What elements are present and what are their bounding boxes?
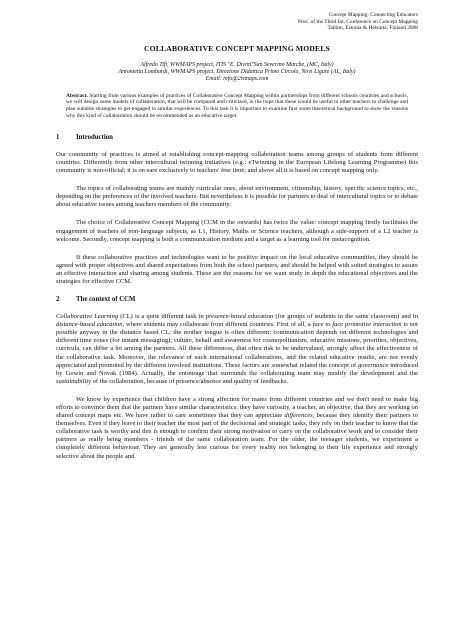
text-run: (CL) is a quite different task in [118,313,206,321]
section-heading [56,296,418,303]
paragraph [56,396,418,461]
header-line: Tallinn, Estonia & Helsinki, Finland 2008 [327,25,418,32]
section-heading [56,134,418,141]
section-number: 2 [56,296,60,304]
paragraph: The topics of collaborating teams are mainly curricular ones, about environment, citizenship, history, specific science topics, etc., depending on the preferences of the involved teachers. But nevertheless it is possible for partners to deal of intercultural topics or to debate about educative issues among teachers members of the community. [56,185,418,209]
paragraph: Our community of practices is aimed at establishing concept-mapping collaboration teams among groups of students from different countries. Differently from other intercultural twinning initiatives (e.g.: eTwinning in the European Lifelong Learning Programme) this community is non-official; it is on eare exclusively to teachers' free time; and above all it is based on concept mapping only. [56,150,418,175]
abstract [66,93,408,120]
section-title: The context of CCM [76,296,136,304]
text-run: , because they identify their partners to themselves. Even if they leave to their teacher the most part of the decisional and strategic tasks, they rely on their teacher to know that the collaborative task is worthy and this is enough to confirm their strong motivation to carry on the collaborative work and to consider their partners as really being members - friends of the same collaboration team. For the older, the teenager students, we experiment a completely different behaviour. They are generally less curious for every reality not belonging to their life experience and strongly selective about the people and [56,412,418,460]
author-line: Antonietta Lombardi, WWMAPS project, Direzione Didattica Primo Circolo, Novi Ligure (AL, Italy) [118,69,356,76]
running-header [56,12,418,32]
emphasized-text: face to face promotive interaction [312,321,402,329]
abstract-label: Abstract. [66,92,88,99]
abstract-text: Starting from various examples of practices of Collaborative Concept Mapping within partnerships from different schools countries and schools, we will design some models of collaboration, that will be compared and criticized, in the hope that these would be useful to other teachers to challenge and plan suitable strategies to get engaged in similar experiences. To this task it is important to examine first some theoretical background to show the reasons why this kind of collaboration should be recommended as an educative target. [66,92,408,120]
text-run: introduced by Gowin and Novak (1984). Actually, the entourage that surrounds the collaborating team may modify the development and the [56,361,418,377]
paper-title: COLLABORATIVE CONCEPT MAPPING MODELS [143,43,331,53]
emphasized-text: sustainability [56,377,92,385]
section-title: Introduction [76,133,113,141]
author-line: Alfredo Tifi, WWMAPS project, ITIS "E. Divini"San Severino Marche, (MC, Italy) [140,61,334,68]
text-run: is not possible anyway in the distance based CL; the mother tongue is often different; communication depends on different technologies and different time zones (for instant messaging); culture, behalf and awareness for cosmopolitanism, educative missions, priorities, objectives, curricula, can differ a lot among the partners. All these differences, that often risk to be undervalued, strongly affect the effectiveness of the collaborative task. Moreover, the relevance of such international collaborations, and the related educative results, are not evenly appreciated and promoted by the different involved institutions. These factors are somewhat related the concept of [56,321,418,369]
header-line: Concept Mapping: Connecting Educators [328,12,418,18]
author-email: Email: info@2wmaps.com [205,76,269,83]
section-number: 1 [56,133,60,141]
header-line: Proc. of the Third Int. Conference on Concept Mapping [298,18,418,25]
emphasized-text: presence-based [205,313,246,321]
text-run: education (for groups of students in the same classroom) and in [245,313,418,321]
text-run: , where students may collaborate from different countries. First of all, a [122,321,313,329]
emphasized-text: Collaborative Learning [56,313,119,321]
text-run: of the collaboration, because of presence/absence and quality of feedbacks. [91,377,289,385]
emphasized-text: governance [358,361,389,369]
paragraph: If these collaborative practices and technologies want to be positive impact on the local educative communities, they should be agreed with proper objectives and shared expectations from both the school partners, and should be helped with suited strategies to assure an effective interaction and sharing among students. These are the reasons for we want study in depth the educational objectives and the strategies for effective CCM. [56,253,418,285]
emphasized-text: differences [284,412,313,420]
paragraph: The choice of Collaborative Concept Mapping (CCM in the onwards) has twice the value: concept mapping firstly facilitates the engagement of teachers of non-language subjects, as L1, History, Maths or Science teachers, although a side-support of a L2 teacher is welcome. Secondly, concept mapping is both a communication medium and a target as a learning tool for metacognition. [56,219,418,243]
text-run: We know by experience that children have a strong affection for mates from different countries and we don't need to make big efforts to convince them that the partners have similar characteristics: they have curiosity, a teacher, an objective, that they are working on shared concept maps etc. We have rather to care sometimes that they can appreciate [56,395,418,420]
author-block [56,62,418,84]
paragraph [56,313,418,386]
emphasized-text: distance-based education [56,321,123,329]
